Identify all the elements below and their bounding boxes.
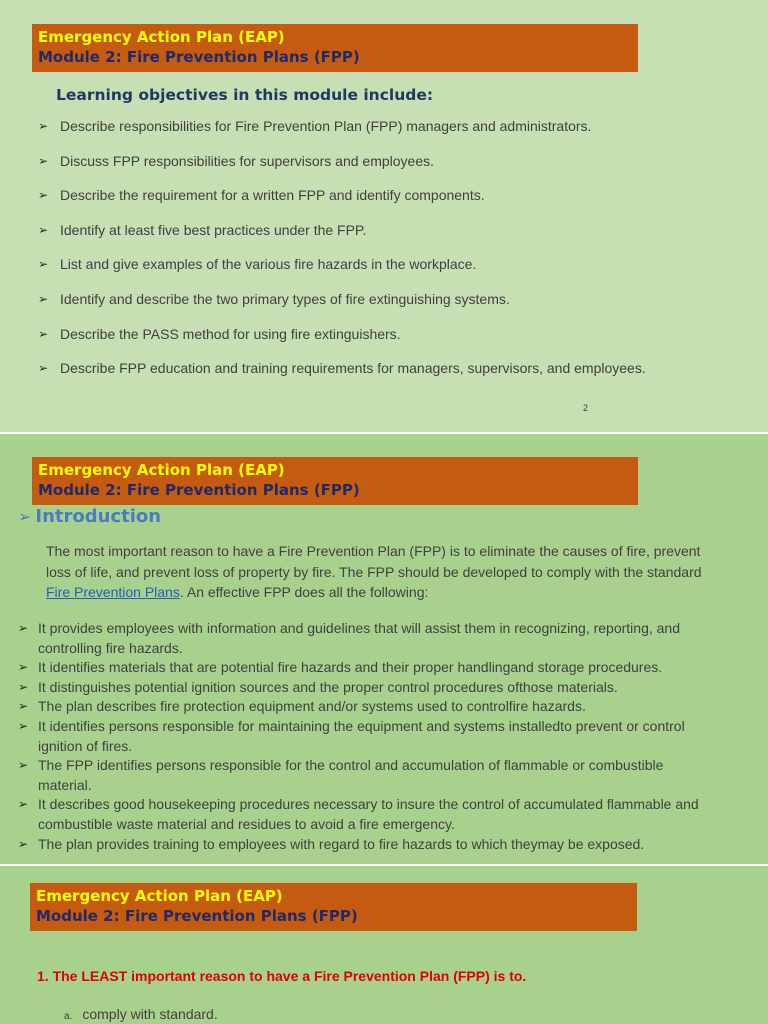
arrow-bullet-icon: ➢ [18, 660, 29, 675]
arrow-bullet-icon: ➢ [18, 836, 29, 851]
arrow-bullet-icon: ➢ [38, 326, 49, 341]
list-item [18, 658, 708, 678]
bullet-text: The plan describes fire protection equipment and/or systems used to controlfire hazards. [38, 698, 586, 715]
list-item [38, 254, 646, 289]
banner-subtitle: Module 2: Fire Prevention Plans (FPP) [36, 907, 358, 925]
list-item [18, 678, 708, 698]
arrow-bullet-icon: ➢ [38, 222, 49, 237]
list-item [38, 358, 646, 393]
arrow-bullet-icon: ➢ [18, 621, 29, 635]
objectives-list [38, 116, 646, 393]
bullet-text: It distinguishes potential ignition sources and the proper control procedures ofthose materials. [38, 678, 618, 695]
objective-text: List and give examples of the various fire hazards in the workplace. [60, 256, 477, 273]
page-number: 2 [583, 403, 589, 413]
banner-subtitle: Module 2: Fire Prevention Plans (FPP) [38, 48, 360, 66]
objectives-heading: Learning objectives in this module include: [56, 86, 434, 104]
objective-text: Discuss FPP responsibilities for supervisors and employees. [60, 152, 435, 169]
bullet-text: The FPP identifies persons responsible for the control and accumulation of flammable or combustible material. [38, 757, 664, 793]
list-item [18, 756, 708, 795]
arrow-bullet-icon: ➢ [38, 257, 49, 272]
list-item [18, 619, 708, 658]
arrow-bullet-icon: ➢ [18, 718, 29, 733]
list-item [18, 697, 708, 717]
arrow-bullet-icon: ➢ [38, 188, 49, 203]
objective-text: Describe the PASS method for using fire extinguishers. [60, 325, 401, 342]
objective-text: Describe the requirement for a written FPP and identify components. [60, 187, 485, 204]
slide-learning-objectives [0, 0, 768, 432]
module-banner [30, 883, 637, 931]
list-item [18, 835, 708, 855]
arrow-bullet-icon: ➢ [18, 679, 29, 694]
answer-label: a. [64, 1011, 73, 1022]
list-item [18, 795, 708, 834]
objective-text: Identify at least five best practices under the FPP. [60, 221, 367, 238]
module-banner [32, 24, 638, 72]
bullet-text: It provides employees with information and guidelines that will assist them in recognizing, reporting, and controlling fire hazards. [38, 620, 681, 656]
arrow-bullet-icon: ➢ [38, 119, 49, 133]
list-item [38, 220, 646, 255]
slide-quiz [0, 866, 768, 1024]
arrow-bullet-icon: ➢ [38, 361, 49, 376]
list-item [38, 151, 646, 186]
bullet-text: It identifies materials that are potential fire hazards and their proper handlingand storage procedures. [38, 659, 663, 676]
introduction-paragraph [46, 541, 706, 603]
arrow-bullet-icon: ➢ [18, 758, 29, 773]
bullet-text: It describes good housekeeping procedures necessary to insure the control of accumulated flammable and combustible waste material and residues to avoid a fire emergency. [38, 796, 699, 832]
list-item [38, 116, 646, 151]
introduction-heading-text: Introduction [35, 506, 162, 527]
arrow-bullet-icon: ➢ [18, 797, 29, 812]
list-item [38, 324, 646, 359]
banner-subtitle: Module 2: Fire Prevention Plans (FPP) [38, 481, 360, 499]
bullet-text: The plan provides training to employees with regard to fire hazards to which theymay be exposed. [38, 835, 645, 852]
paragraph-text: . An effective FPP does all the following: [179, 584, 429, 600]
list-item [18, 717, 708, 756]
objective-text: Describe responsibilities for Fire Prevention Plan (FPP) managers and administrators. [60, 118, 592, 134]
fire-prevention-plans-link[interactable]: Fire Prevention Plans [46, 584, 180, 600]
arrow-bullet-icon: ➢ [38, 153, 49, 168]
banner-title: Emergency Action Plan (EAP) [36, 887, 283, 905]
fpp-functions-list [18, 619, 708, 854]
answer-text: comply with standard. [82, 1006, 218, 1022]
arrow-bullet-icon: ➢ [18, 699, 29, 714]
list-item [38, 185, 646, 220]
quiz-question: 1. The LEAST important reason to have a Fire Prevention Plan (FPP) is to. [37, 968, 527, 984]
paragraph-text: The most important reason to have a Fire Prevention Plan (FPP) is to eliminate the causes of fire, prevent loss of life, and prevent loss of property by fire. The FPP should be developed to comply with the standard [46, 543, 702, 580]
answer-option-a[interactable] [64, 1006, 218, 1022]
objective-text: Describe FPP education and training requirements for managers, supervisors, and employees. [60, 360, 646, 377]
objective-text: Identify and describe the two primary types of fire extinguishing systems. [60, 290, 510, 307]
list-item [38, 289, 646, 324]
arrow-bullet-icon: ➢ [18, 507, 32, 526]
banner-title: Emergency Action Plan (EAP) [38, 461, 285, 479]
introduction-heading [18, 506, 161, 527]
bullet-text: It identifies persons responsible for maintaining the equipment and systems installedto prevent or control ignition of fires. [38, 717, 685, 754]
banner-title: Emergency Action Plan (EAP) [38, 28, 285, 46]
module-banner [32, 457, 638, 505]
arrow-bullet-icon: ➢ [38, 291, 49, 306]
